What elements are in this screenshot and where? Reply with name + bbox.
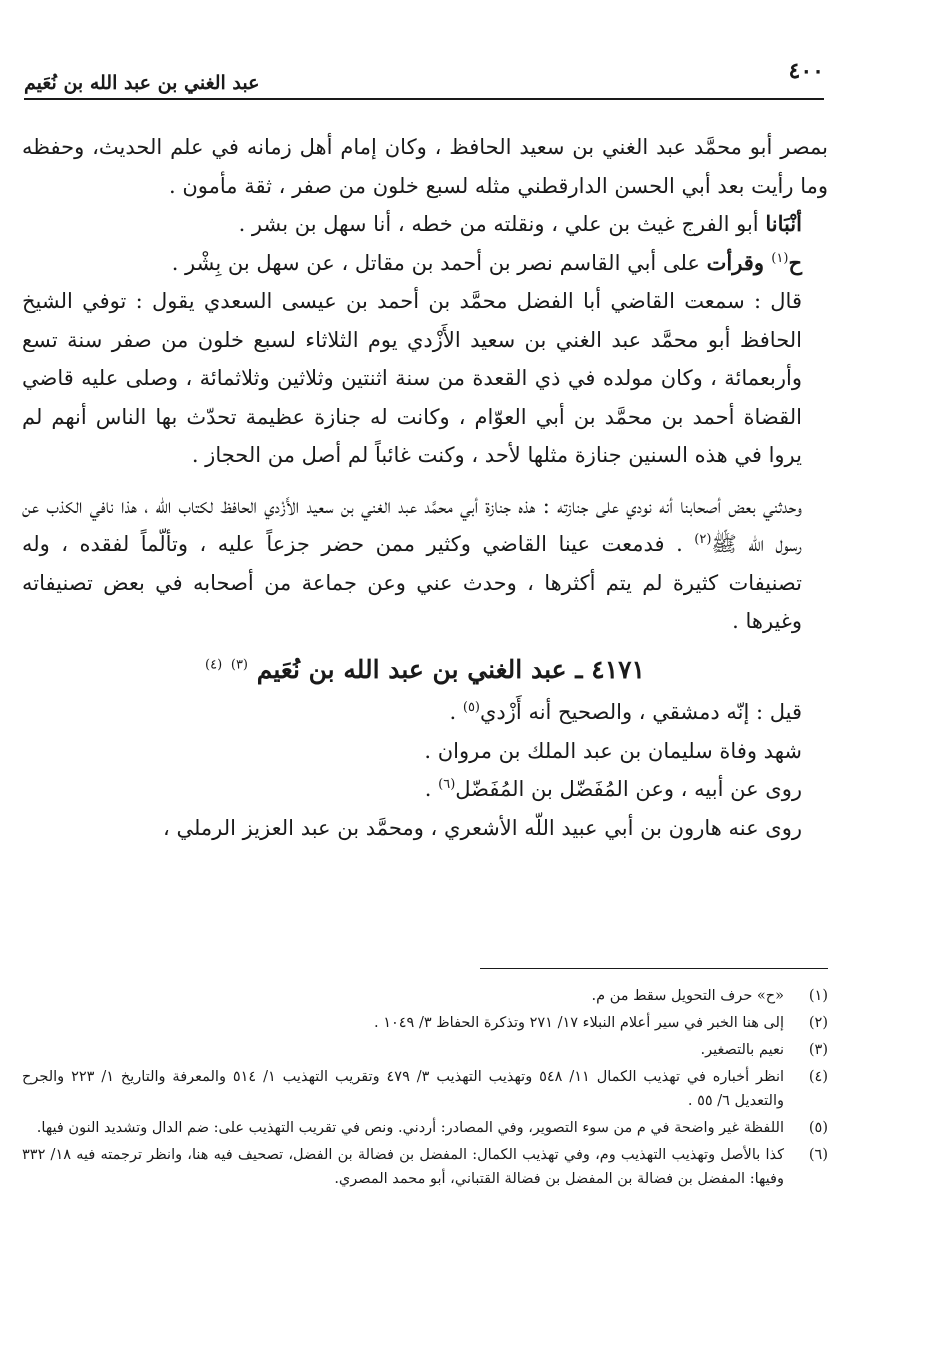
footnote-number: (١) xyxy=(808,988,828,1004)
footnote-text: إلى هنا الخبر في سير أعلام النبلاء ١٧/ ٢٧١ وتذكرة الحفاظ ٣/ ١٠٤٩ . xyxy=(373,1015,784,1031)
footnote-number: (٦) xyxy=(808,1147,828,1163)
tahwil-letter: ح xyxy=(788,249,802,275)
footnote-text: نعيم بالتصغير. xyxy=(700,1042,784,1058)
entry-line-1-text: قيل : إنّه دمشقي ، والصحيح أنه أَزْدي xyxy=(480,700,802,724)
footnote xyxy=(22,1065,828,1113)
entry-line-2: شهد وفاة سليمان بن عبد الملك بن مروان . xyxy=(424,738,802,763)
page-number: ٤٠٠ xyxy=(788,58,824,84)
footnote-marker-2: (٢) xyxy=(694,532,712,547)
footnote-marker-3: (٣) xyxy=(230,657,248,673)
isnad-keyword-2: وقرأت xyxy=(706,249,772,275)
footnote-marker-1: (١) xyxy=(771,250,789,266)
paragraph-5-text-a: وحدثني بعض أصحابنا أنه نودي على جنازته : هذه جنازة أبي محمَّد عبد الغني بن سعيد الأَزْدي الحافظ لكتاب الله ، هذا نافي الكذب عن رسول الله ﷺ xyxy=(22,493,802,556)
footnote-number: (٤) xyxy=(808,1069,828,1085)
entry-name: ـ عبد الغني بن عبد الله بن نُعَيم xyxy=(256,654,592,684)
footnote-marker-6: (٦) xyxy=(438,777,456,792)
footnote-marker-5: (٥) xyxy=(462,700,480,715)
entry-heading xyxy=(22,651,828,690)
paragraph-1-line-1: بمصر أبو محمَّد عبد الغني بن سعيد الحافظ ، وكان إمام أهل زمانه في علم الحديث، وحفظه xyxy=(22,135,828,159)
footnote-text: انظر أخباره في تهذيب الكمال ١١/ ٥٤٨ وتهذيب التهذيب ٣/ ٤٧٩ وتقريب التهذيب ١/ ٥١٤ والمعرفة والتاريخ ١/ ٢٢٣ والجرح والتعديل ٦/ ٥٥ . xyxy=(22,1069,785,1109)
footnote-number: (٥) xyxy=(808,1120,828,1136)
entry-line-4: روى عنه هارون بن أبي عبيد اللّه الأشعري ، ومحمَّد بن عبد العزيز الرملي ، xyxy=(162,815,802,840)
footnote xyxy=(22,1011,828,1035)
footnote xyxy=(22,1038,828,1062)
footnotes xyxy=(22,984,828,1194)
paragraph-2-text: أبو الفرج غيث بن علي ، ونقلته من خطه ، أنا سهل بن بشر . xyxy=(238,212,766,236)
paragraph-4: قال : سمعت القاضي أبا الفضل محمَّد بن أحمد بن عيسى السعدي يقول : توفي الشيخ الحافظ أبو محمَّد عبد الغني بن سعيد الأَزْدي يوم الثلاثاء لسبع خلون من صفر سنة تسع وأربعمائة ، وكان مولده في ذي القعدة من سنة اثنتين وثلاثين وثلاثمائة ، وصلى عليه قاضي القضاة أحمد بن محمَّد بن أبي العوّام ، وكانت له جنازة عظيمة تحدّث بها الناس أنهم لم يروا في هذه السنين جنازة مثلها لأحد ، وكنت غائباً لم أصل من الحجاز . xyxy=(22,289,802,467)
entry-line-3-end: . xyxy=(424,777,439,801)
entry-number: ٤١٧١ xyxy=(591,654,645,684)
page-header xyxy=(24,58,824,94)
footnote-text: «ح» حرف التحويل سقط من م. xyxy=(591,988,784,1004)
entry-line-1 xyxy=(22,693,828,732)
footnote-number: (٢) xyxy=(808,1015,828,1031)
paragraph-5 xyxy=(22,487,828,641)
paragraph-3 xyxy=(22,244,828,283)
footnote-text: كذا بالأصل وتهذيب التهذيب وم، وفي تهذيب الكمال: المفضل بن فضالة بن الفضل، تصحيف فيه هنا، وانظر ترجمته فيه ١٨/ ٣٣٢ وفيها: المفضل بن فضالة بن المفضل بن فضالة القتباني، أبو محمد المصري. xyxy=(22,1147,784,1187)
running-title: عبد الغني بن عبد الله بن نُعَيم xyxy=(24,72,260,94)
entry-line-1-end: . xyxy=(449,700,463,724)
footnote-number: (٣) xyxy=(808,1042,828,1058)
paragraph-3-text: على أبي القاسم نصر بن أحمد بن مقاتل ، عن سهل بن بِشْر . xyxy=(171,250,707,275)
isnad-keyword: أنْبَانا xyxy=(765,211,802,236)
footnote-marker-4: (٤) xyxy=(205,657,223,673)
entry-line-3-text: روى عن أبيه ، وعن المُفَضّل بن المُفَضّل xyxy=(455,777,802,801)
footnote xyxy=(22,1116,828,1140)
entry-line-3 xyxy=(22,770,828,809)
footnote xyxy=(22,1143,828,1191)
footnote xyxy=(22,984,828,1008)
footnote-text: اللفظة غير واضحة في م من سوء التصوير، وفي المصادر: أردني. ونص في تقريب التهذيب على: ضم الدال وتشديد النون فيها. xyxy=(36,1120,784,1136)
paragraph-2 xyxy=(22,205,828,244)
footnote-divider xyxy=(480,968,828,969)
paragraph-5-text-b: . فدمعت عينا القاضي وكثير ممن حضر جزعاً عليه ، وتألّماً لفقده ، وله تصنيفات كثيرة لم يتم أكثرها ، وحدث عني وعن جماعة من أصحابه في بعض تصنيفاته وغيرها . xyxy=(22,532,802,633)
paragraph-1-line-2: وما رأيت بعد أبي الحسن الدارقطني مثله لسبع خلون من صفر ، ثقة مأمون . xyxy=(169,173,828,198)
paragraph-1 xyxy=(22,128,828,205)
main-text xyxy=(22,128,828,847)
header-divider xyxy=(24,98,824,100)
